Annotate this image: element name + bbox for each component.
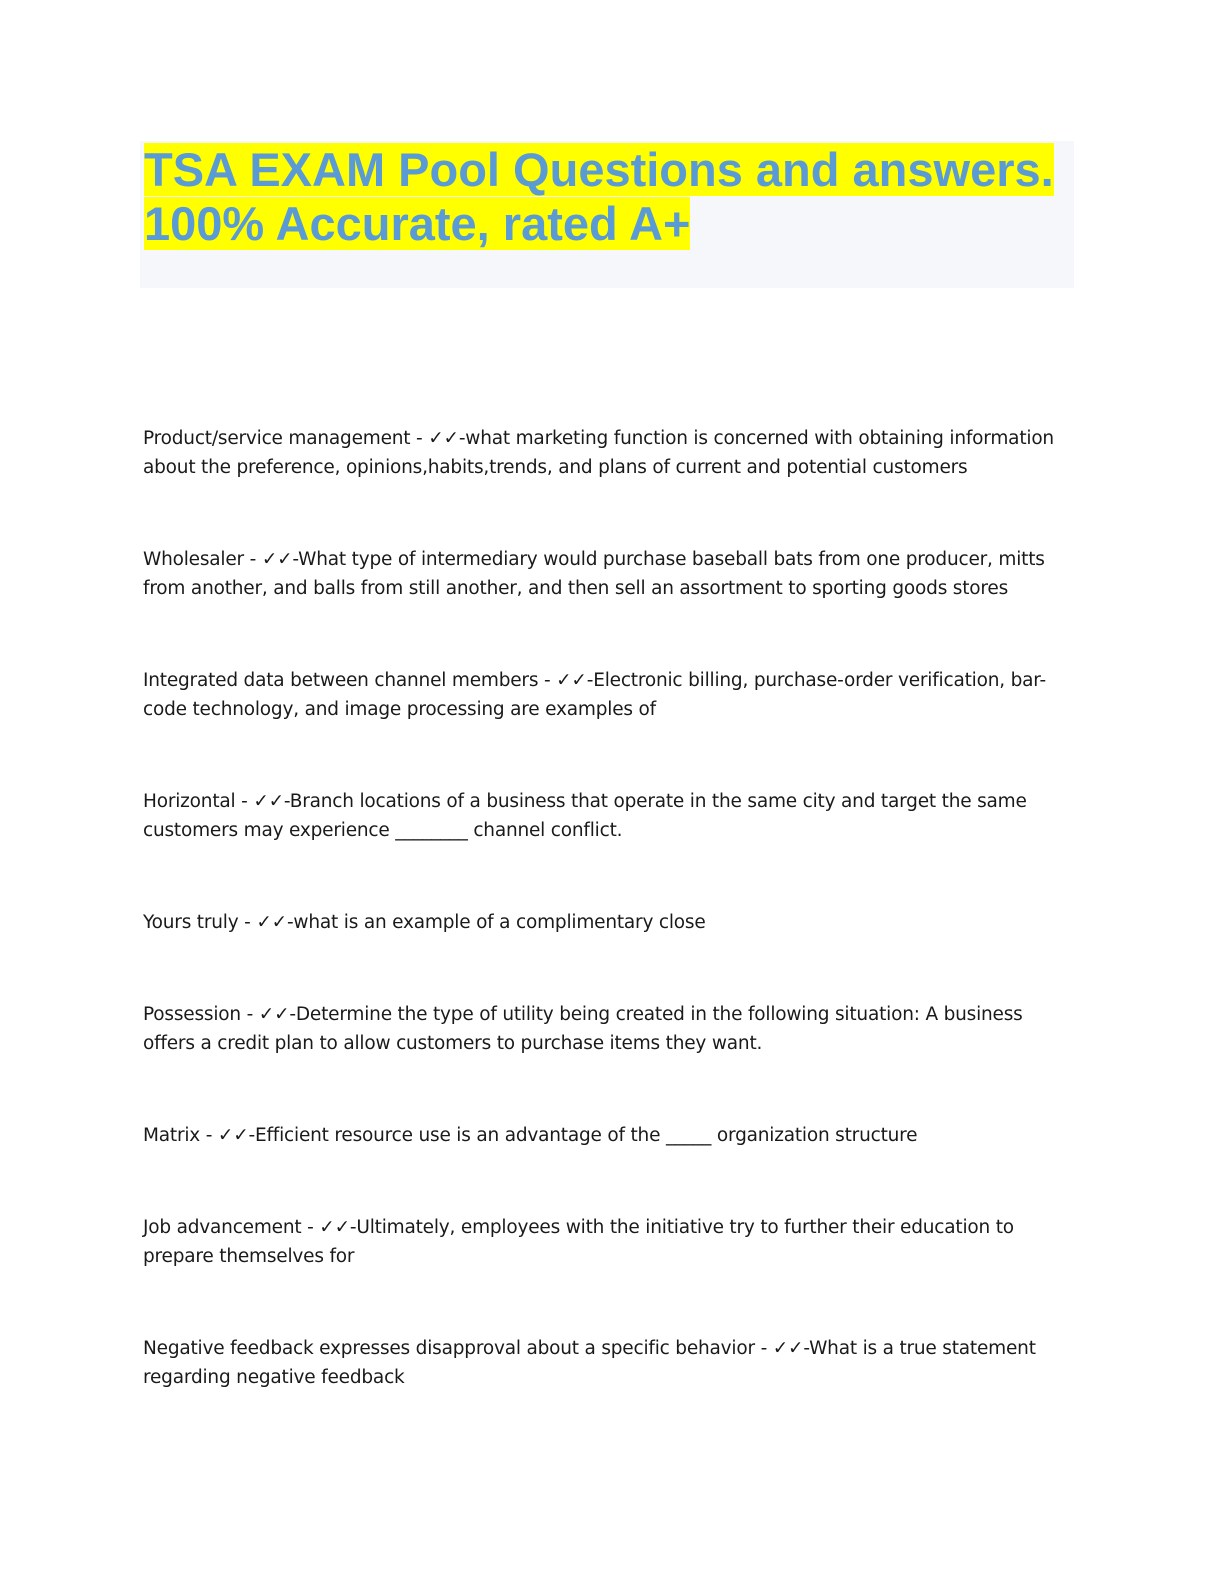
qa-entry (143, 424, 1073, 482)
entry-separator: - (200, 1125, 218, 1146)
entry-answer: Matrix (143, 1125, 201, 1146)
qa-entry (143, 545, 1073, 603)
entry-separator: - (235, 791, 254, 812)
qa-entry (143, 908, 1073, 937)
qa-entry (143, 1000, 1073, 1058)
entry-separator: - (240, 1004, 259, 1025)
double-check-icon: ✓✓ (258, 1004, 290, 1025)
entry-answer: Job advancement (143, 1217, 302, 1238)
entry-question: -What type of intermediary would purchase baseball bats from one producer, mitts from another, and balls from still another, and then sell an assortment to sporting goods stores (143, 549, 1045, 599)
entry-question: -what marketing function is concerned with obtaining information about the preference, opinions,habits,trends, and plans of current and potential customers (143, 428, 1054, 478)
entry-question: -Determine the type of utility being created in the following situation: A business offers a credit plan to allow customers to purchase items they want. (143, 1004, 1023, 1054)
double-check-icon: ✓✓ (428, 428, 459, 449)
document-title (144, 143, 1074, 251)
double-check-icon: ✓✓ (261, 549, 293, 570)
qa-entry (143, 1121, 1073, 1150)
entry-question: -What is a true statement regarding negative feedback (143, 1338, 1036, 1388)
entry-answer: Product/service management (143, 428, 411, 449)
qa-entry (143, 1334, 1073, 1392)
qa-entry (143, 787, 1073, 845)
qa-entry (143, 1213, 1073, 1271)
qa-entry (143, 666, 1073, 724)
double-check-icon: ✓✓ (319, 1217, 350, 1238)
entry-separator: - (243, 549, 262, 570)
entry-answer: Integrated data between channel members (143, 670, 539, 691)
title-block (140, 141, 1074, 288)
entry-question: -Branch locations of a business that operate in the same city and target the same customers may experience ________ channel conflict. (143, 791, 1027, 841)
double-check-icon: ✓✓ (772, 1338, 804, 1359)
entry-answer: Wholesaler (143, 549, 244, 570)
entry-separator: - (238, 912, 257, 933)
entry-answer: Yours truly (143, 912, 239, 933)
entry-question: -Electronic billing, purchase-order verification, bar-code technology, and image processing are examples of (143, 670, 1046, 720)
double-check-icon: ✓✓ (256, 912, 287, 933)
entry-separator: - (410, 428, 429, 449)
entry-separator: - (301, 1217, 320, 1238)
entry-answer: Possession (143, 1004, 241, 1025)
entry-question: -Efficient resource use is an advantage of the _____ organization structure (248, 1125, 918, 1146)
entry-answer: Horizontal (143, 791, 236, 812)
double-check-icon: ✓✓ (217, 1125, 249, 1146)
title-line-1: TSA EXAM Pool Questions and answers. (144, 143, 1054, 196)
entry-answer: Negative feedback expresses disapproval about a specific behavior (143, 1338, 755, 1359)
entry-question: -Ultimately, employees with the initiative try to further their education to prepare themselves for (143, 1217, 1014, 1267)
double-check-icon: ✓✓ (556, 670, 587, 691)
double-check-icon: ✓✓ (253, 791, 284, 812)
entry-separator: - (538, 670, 557, 691)
title-line-2: 100% Accurate, rated A+ (144, 197, 691, 250)
entry-separator: - (754, 1338, 773, 1359)
entry-question: -what is an example of a complimentary close (286, 912, 706, 933)
